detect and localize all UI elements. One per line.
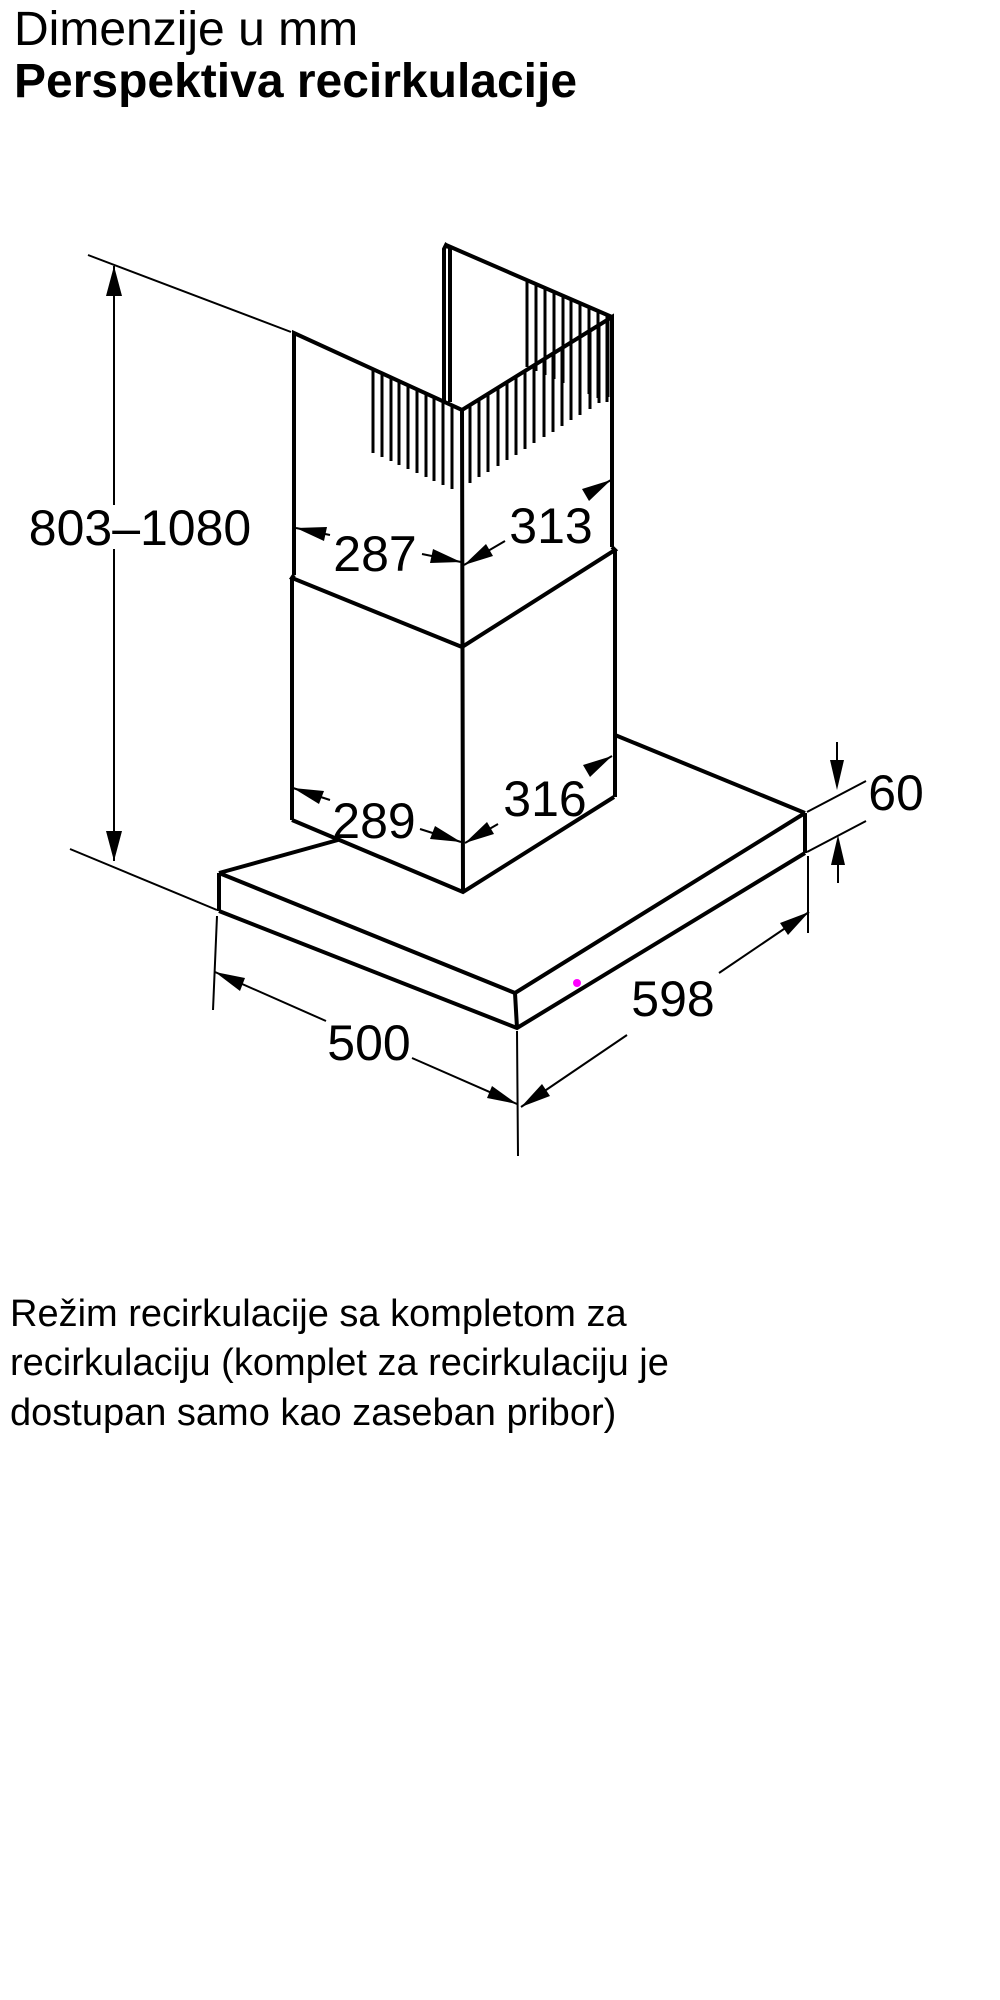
arrowhead-right (583, 756, 612, 777)
dimension-body-depth (213, 916, 518, 1156)
arrowhead-up (831, 835, 845, 865)
dimension-line (70, 255, 291, 910)
arrowhead-right (430, 549, 461, 563)
arrowhead-left (521, 1084, 550, 1107)
arrowhead-left (215, 972, 245, 991)
dimension-label-60: 60 (868, 765, 924, 821)
hood-drawing (219, 245, 805, 1028)
dimension-label-287: 287 (333, 526, 417, 582)
arrowhead-right (430, 826, 461, 842)
dimension-lower-right-width (465, 756, 612, 843)
marker-dot (573, 979, 581, 987)
arrowhead-right (780, 912, 809, 935)
caption-line-1: Režim recirkulacije sa kompletom za (10, 1293, 627, 1335)
arrowhead-down (106, 831, 122, 861)
caption-line-3: dostupan samo kao zaseban pribor) (10, 1392, 617, 1434)
arrowhead-up (106, 266, 122, 296)
vent-slots-front-right (470, 319, 608, 483)
caption (10, 1293, 669, 1434)
dimension-body-height (807, 742, 924, 883)
page-subtitle: Perspektiva recirkulacije (14, 55, 578, 108)
dimension-label-500: 500 (327, 1015, 411, 1071)
dimension-body-width (521, 856, 809, 1107)
dimension-label-height-range: 803–1080 (28, 500, 252, 556)
arrowhead-down (830, 760, 844, 790)
dimension-label-289: 289 (332, 793, 416, 849)
dimension-label-313: 313 (509, 498, 593, 554)
dimension-label-598: 598 (631, 971, 715, 1027)
dimension-upper-left-width (296, 526, 461, 582)
arrowhead-left (464, 544, 493, 565)
dimension-upper-right-width (464, 480, 611, 565)
dimension-lower-left-width (293, 788, 461, 849)
page-title: Dimenzije u mm (14, 3, 359, 56)
arrowhead-left (293, 788, 324, 804)
dimension-height-range (29, 255, 291, 910)
dimension-label-316: 316 (503, 771, 587, 827)
arrowhead-left (465, 822, 494, 843)
arrowhead-left (296, 527, 327, 541)
arrowhead-right (487, 1086, 517, 1104)
caption-line-2: recirkulaciju (komplet za recirkulaciju je (10, 1342, 669, 1384)
